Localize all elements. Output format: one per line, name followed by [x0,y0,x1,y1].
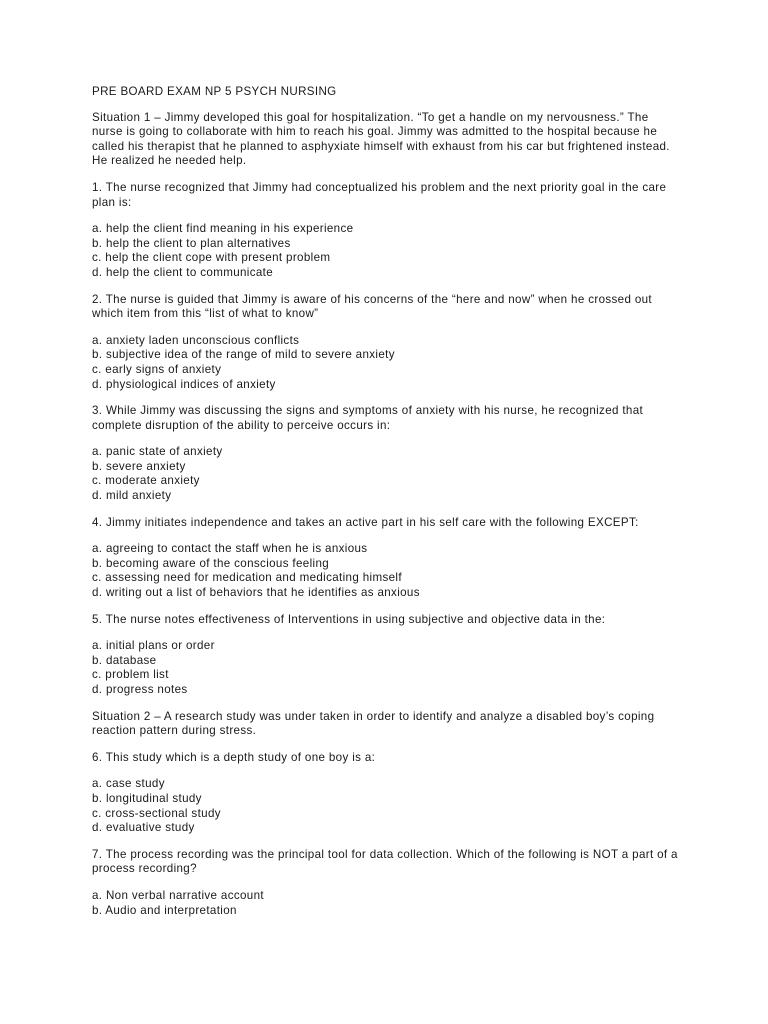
question-7: 7. The process recording was the principal tool for data collection. Which of the following is NOT a part of a process recording? [92,847,678,876]
question-5: 5. The nurse notes effectiveness of Interventions in using subjective and objective data in the: [92,612,606,626]
question-6-option-c: c. cross-sectional study [92,806,221,820]
question-4-option-a: a. agreeing to contact the staff when he is anxious [92,542,368,556]
question-5-options [92,639,682,697]
question-6-option-a: a. case study [92,777,165,791]
question-5-option-c: c. problem list [92,668,169,682]
question-5-option-d: d. progress notes [92,683,188,696]
question-4-option-d: d. writing out a list of behaviors that he identifies as anxious [92,586,420,600]
question-6-options [92,777,682,835]
question-4-option-b: b. becoming aware of the conscious feeling [92,556,330,570]
question-3-options [92,445,682,503]
question-7-options [92,889,682,918]
question-2-option-b: b. subjective idea of the range of mild to severe anxiety [92,348,395,362]
question-6-option-b: b. longitudinal study [92,791,202,805]
situation-1-text: Situation 1 – Jimmy developed this goal for hospitalization. “To get a handle on my nervousness.” The nurse is going to collaborate with him to reach his goal. Jimmy was admitted to the hospital because he called his therapist that he planned to asphyxiate himself with exhaust from his car but frightened instead. He realized he needed help. [92,110,670,168]
question-2-options [92,334,682,392]
question-2-option-d: d. physiological indices of anxiety [92,377,276,391]
question-5-option-a: a. initial plans or order [92,639,215,653]
question-7-option-b: b. Audio and interpretation [92,903,237,917]
question-1-option-b: b. help the client to plan alternatives [92,236,291,250]
question-2-option-c: c. early signs of anxiety [92,362,222,376]
document-title: PRE BOARD EXAM NP 5 PSYCH NURSING [92,85,337,98]
question-4-options [92,542,682,600]
question-1-option-c: c. help the client cope with present problem [92,251,331,265]
question-3-option-d: d. mild anxiety [92,489,172,503]
question-1-options [92,222,682,280]
question-3: 3. While Jimmy was discussing the signs and symptoms of anxiety with his nurse, he recognized that complete disruption of the ability to perceive occurs in: [92,404,644,432]
question-3-option-a: a. panic state of anxiety [92,445,223,459]
situation-2-text: Situation 2 – A research study was under taken in order to identify and analyze a disabled boy’s coping reaction pattern during stress. [92,709,655,738]
question-4-option-c: c. assessing need for medication and medicating himself [92,571,402,585]
question-2: 2. The nurse is guided that Jimmy is aware of his concerns of the “here and now” when he crossed out which item from this “list of what to know” [92,292,653,321]
question-5-option-b: b. database [92,653,157,667]
question-1-option-d: d. help the client to communicate [92,265,274,279]
question-6: 6. This study which is a depth study of one boy is a: [92,750,376,764]
question-4: 4. Jimmy initiates independence and takes an active part in his self care with the following EXCEPT: [92,515,639,529]
question-7-option-a: a. Non verbal narrative account [92,888,264,902]
question-1-option-a: a. help the client find meaning in his experience [92,222,354,236]
question-3-option-b: b. severe anxiety [92,459,186,473]
document-content [92,85,682,930]
question-1: 1. The nurse recognized that Jimmy had conceptualized his problem and the next priority goal in the care plan is: [92,180,667,209]
question-3-option-c: c. moderate anxiety [92,474,200,488]
question-6-option-d: d. evaluative study [92,821,195,835]
question-2-option-a: a. anxiety laden unconscious conflicts [92,333,300,347]
